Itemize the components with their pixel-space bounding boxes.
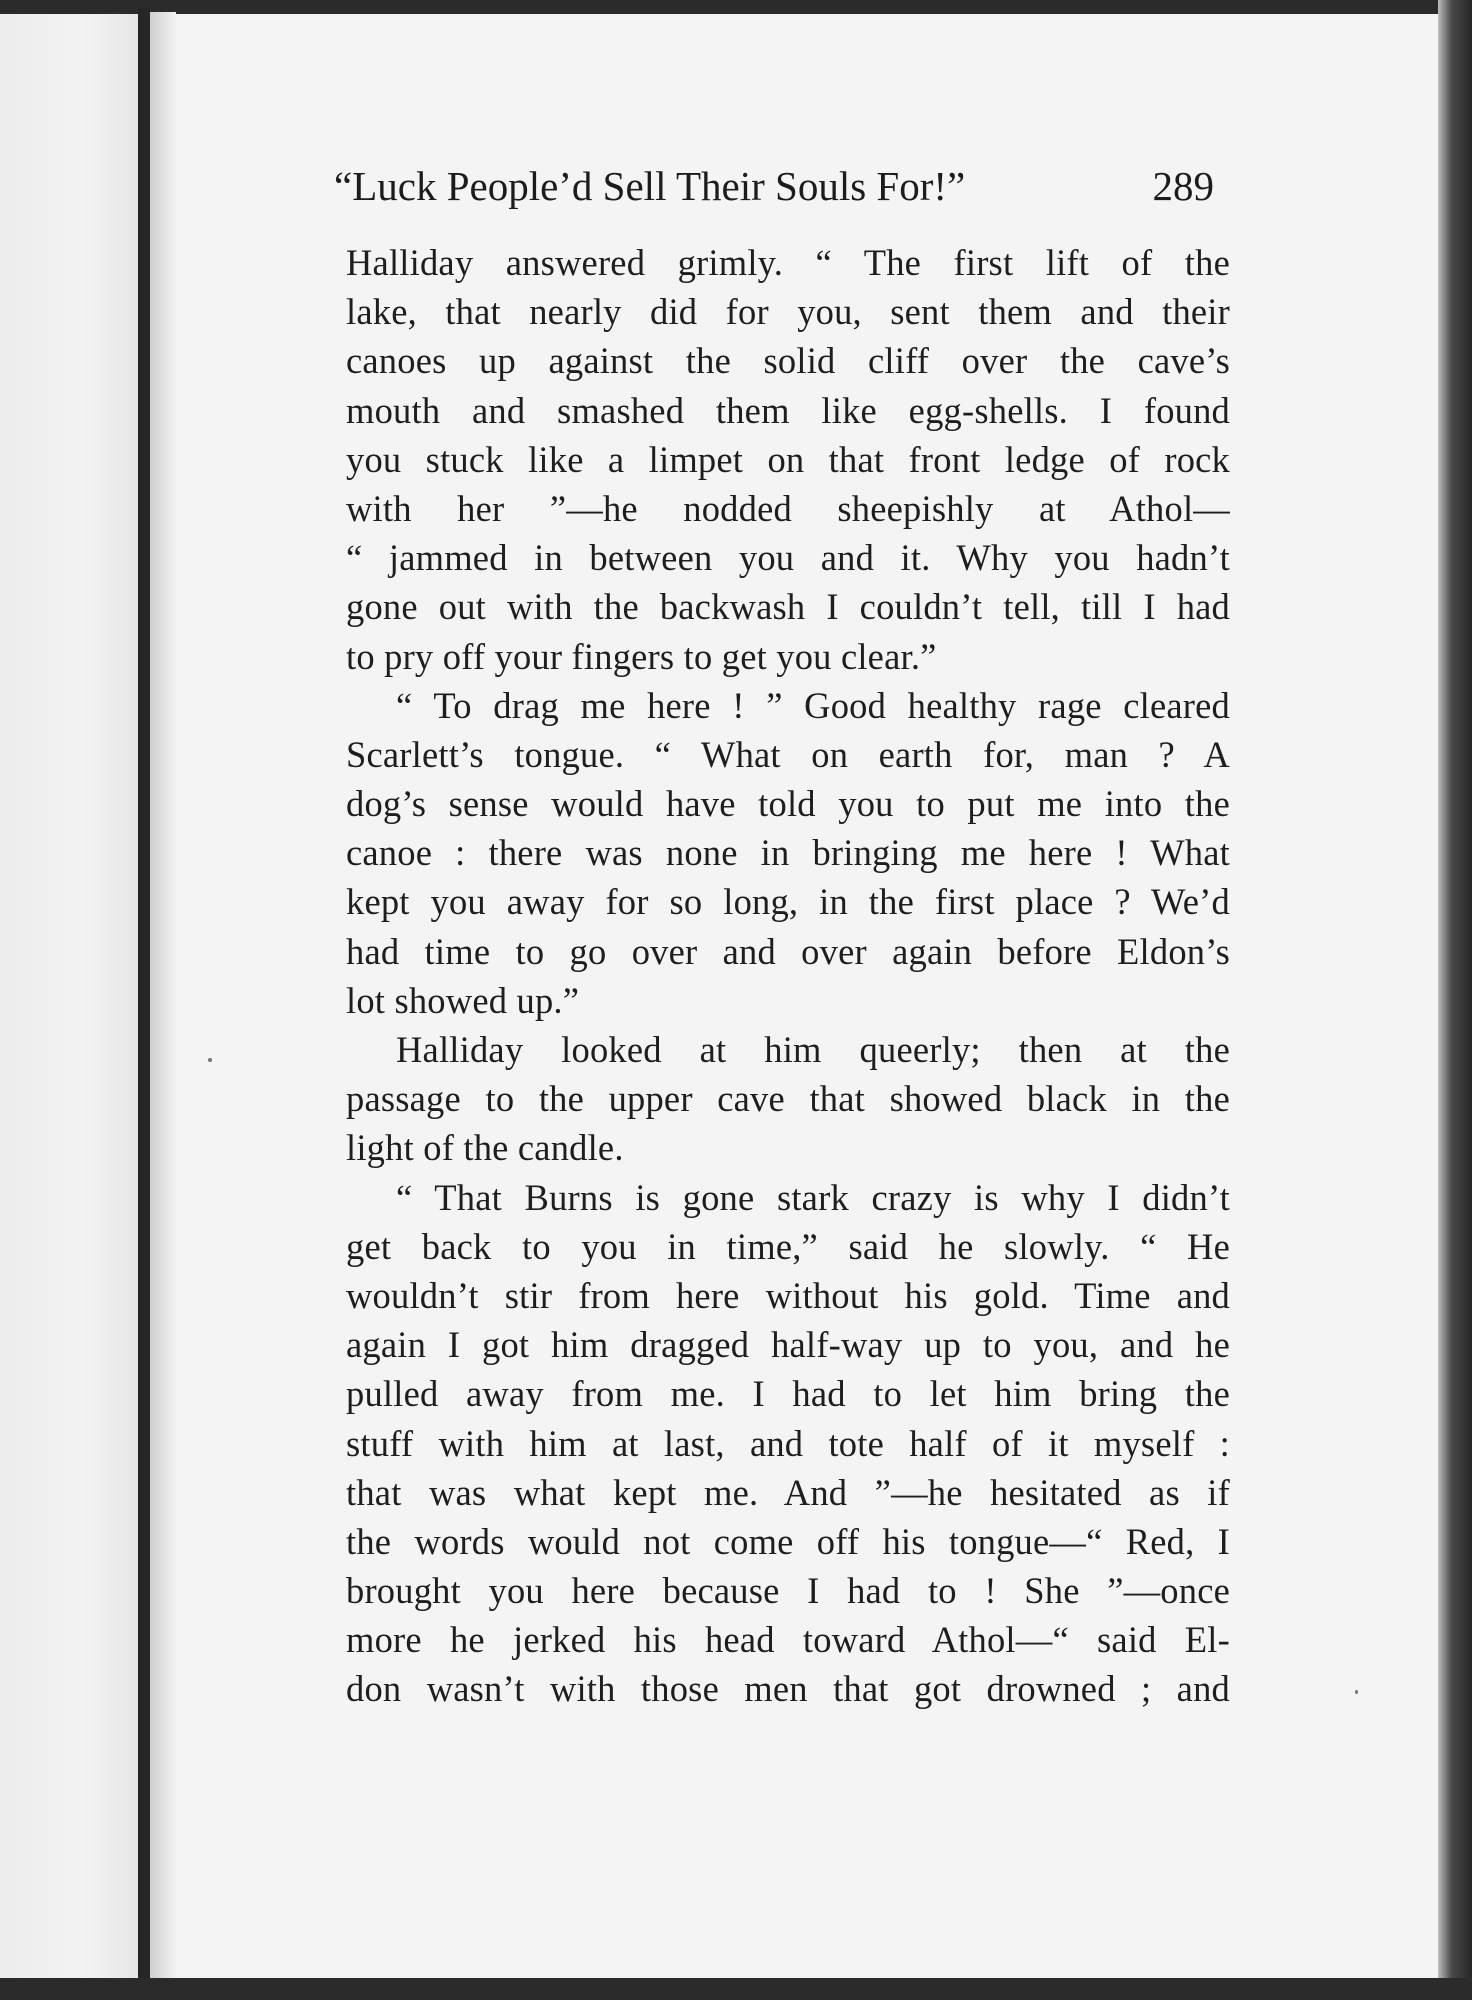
text-line: more he jerked his head toward Athol—“ said El- <box>346 1619 1230 1661</box>
paper-speck <box>208 1058 212 1062</box>
text-line: pulled away from me. I had to let him bring the <box>346 1373 1230 1415</box>
text-line: that was what kept me. And ”—he hesitated as if <box>346 1471 1230 1513</box>
facing-page-edge <box>0 14 138 1978</box>
page-fold-shadow <box>150 12 176 1982</box>
page-number: 289 <box>1152 163 1214 209</box>
text-line: to pry off your fingers to get you clear.” <box>346 635 937 677</box>
text-line: stuff with him at last, and tote half of it myself : <box>346 1422 1230 1464</box>
book-gutter <box>138 8 150 1984</box>
text-line: light of the candle. <box>346 1127 624 1169</box>
text-line: don wasn’t with those men that got drowned ; and <box>346 1668 1230 1710</box>
text-line: canoes up against the solid cliff over the cave’s <box>346 340 1230 382</box>
text-line: “ To drag me here ! ” Good healthy rage cleared <box>396 684 1230 726</box>
text-line: the words would not come off his tongue—“ Red, I <box>346 1520 1230 1562</box>
text-line: Halliday answered grimly. “ The first lift of the <box>346 242 1230 283</box>
text-line: mouth and smashed them like egg-shells. I found <box>346 389 1230 431</box>
text-line: with her ”—he nodded sheepishly at Athol— <box>346 487 1230 529</box>
text-line: passage to the upper cave that showed black in the <box>346 1078 1230 1120</box>
text-line: Halliday looked at him queerly; then at the <box>396 1029 1230 1070</box>
scan-border-top <box>0 0 1472 14</box>
text-line: lot showed up.” <box>346 979 580 1021</box>
text-line: dog’s sense would have told you to put me into the <box>346 783 1230 825</box>
scan-border-right <box>1438 0 1472 2000</box>
text-line: wouldn’t stir from here without his gold. Time and <box>346 1274 1230 1316</box>
running-title: “Luck People’d Sell Their Souls For!” <box>334 163 966 209</box>
text-line: brought you here because I had to ! She ”—once <box>346 1570 1230 1612</box>
text-line: again I got him dragged half-way up to you, and he <box>346 1324 1230 1366</box>
text-line: kept you away for so long, in the first place ? We’d <box>346 881 1230 923</box>
text-line: canoe : there was none in bringing me here ! What <box>346 832 1230 874</box>
scan-border-bottom <box>0 1978 1472 2000</box>
text-line: lake, that nearly did for you, sent them and their <box>346 291 1230 333</box>
text-line: gone out with the backwash I couldn’t tell, till I had <box>346 586 1230 628</box>
text-line: Scarlett’s tongue. “ What on earth for, man ? A <box>346 733 1230 775</box>
body-text <box>346 238 1230 1714</box>
text-line: get back to you in time,” said he slowly. “ He <box>346 1225 1230 1267</box>
text-line: “ That Burns is gone stark crazy is why I didn’t <box>396 1176 1230 1218</box>
text-line: had time to go over and over again before Eldon’s <box>346 930 1230 972</box>
text-line: “ jammed in between you and it. Why you hadn’t <box>346 537 1230 579</box>
text-line: you stuck like a limpet on that front ledge of rock <box>346 438 1230 480</box>
page-header <box>334 162 1214 210</box>
paper-speck <box>1355 1690 1358 1694</box>
